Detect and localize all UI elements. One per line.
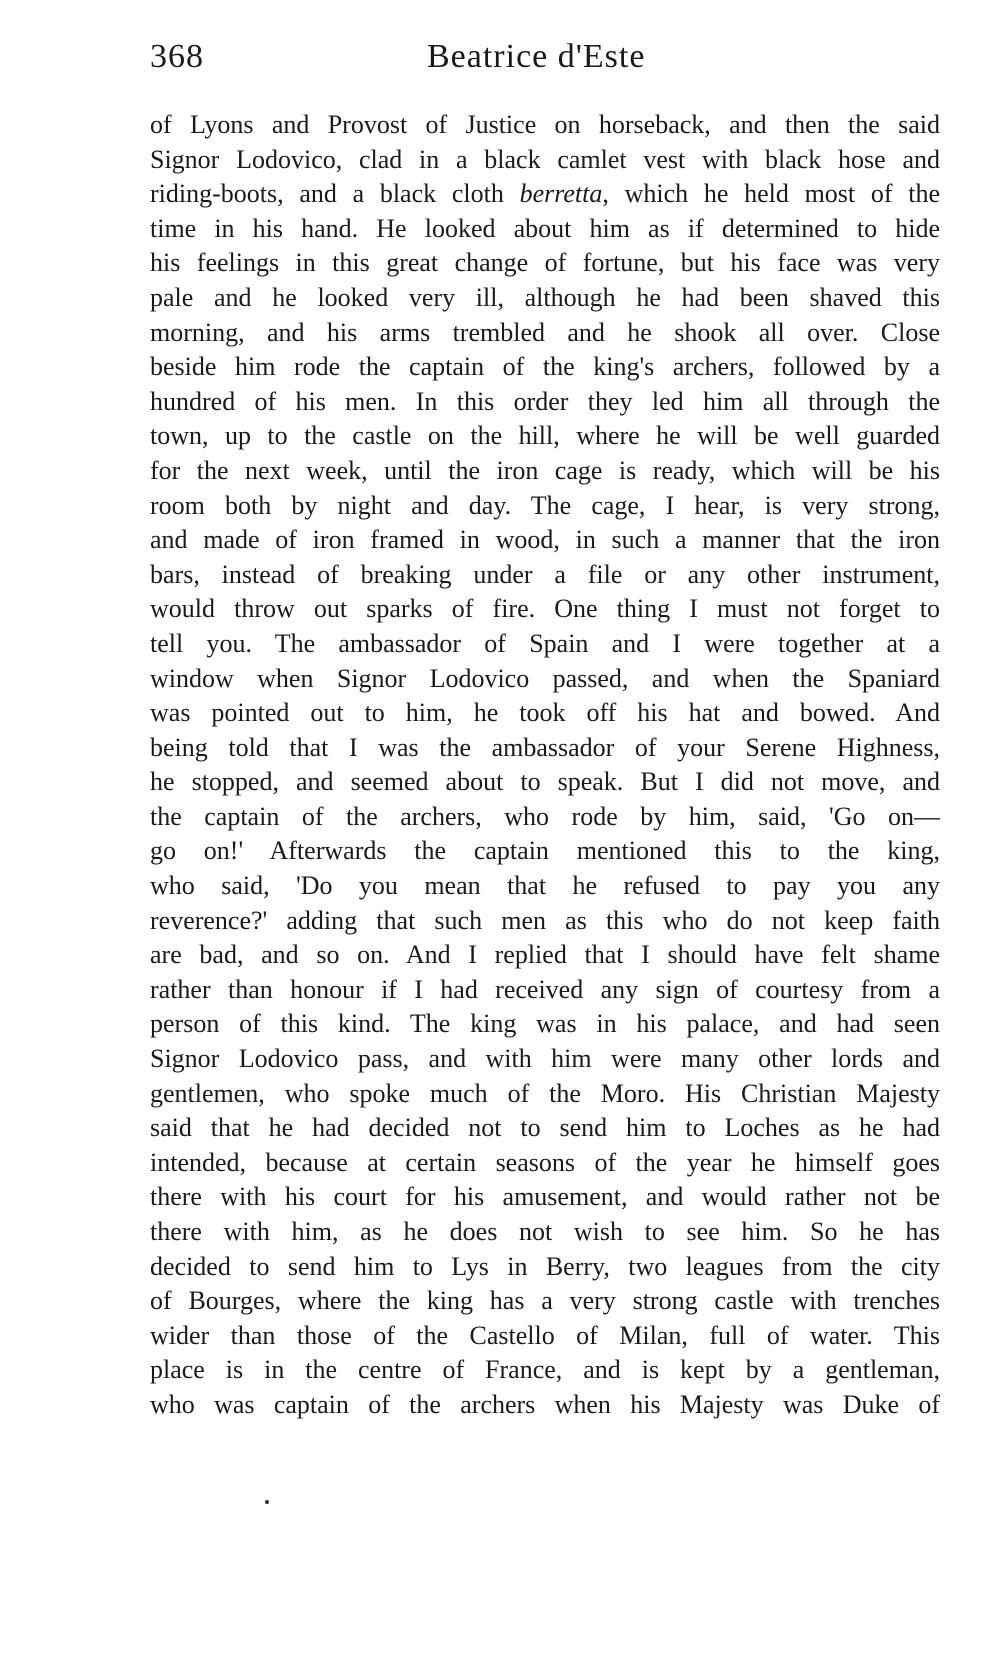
text-line: would throw out sparks of fire. One thing I must not forget to — [150, 594, 940, 624]
text-line: go on!' Afterwards the captain mentioned this to the king, — [150, 836, 940, 866]
text-line: hundred of his men. In this order they led him all through the — [150, 386, 940, 416]
text-line: who said, 'Do you mean that he refused to pay you any — [150, 871, 940, 901]
text-line: of Lyons and Provost of Justice on horseback, and then the said — [150, 110, 940, 139]
text-line: of Bourges, where the king has a very strong castle with trenches — [150, 1286, 940, 1316]
text-line: pale and he looked very ill, although he had been shaved this — [150, 282, 940, 312]
text-line: bars, instead of breaking under a file or any other instrument, — [150, 559, 940, 589]
text-line: decided to send him to Lys in Berry, two leagues from the city — [150, 1251, 940, 1281]
text-line: beside him rode the captain of the king's archers, followed by a — [150, 352, 940, 382]
text-line: window when Signor Lodovico passed, and when the Spaniard — [150, 663, 940, 693]
text-line: was pointed out to him, he took off his hat and bowed. And — [150, 698, 940, 728]
text-line: his feelings in this great change of fortune, but his face was very — [150, 248, 940, 278]
text-line: there with his court for his amusement, and would rather not be — [150, 1182, 940, 1212]
text-line: who was captain of the archers when his Majesty was Duke of — [150, 1389, 940, 1419]
text-line: town, up to the castle on the hill, where he will be well guarded — [150, 421, 940, 451]
text-line: there with him, as he does not wish to see him. So he has — [150, 1217, 940, 1246]
print-speck — [265, 1500, 269, 1504]
text-line: and made of iron framed in wood, in such a manner that the iron — [150, 525, 940, 555]
text-line: Signor Lodovico pass, and with him were many other lords and — [150, 1044, 940, 1074]
italic-word: berretta — [519, 179, 603, 209]
text-line: rather than honour if I had received any sign of courtesy from a — [150, 974, 940, 1004]
text-line: the captain of the archers, who rode by him, said, 'Go on— — [150, 801, 940, 831]
text-line: morning, and his arms trembled and he shook all over. Close — [150, 317, 940, 347]
running-head — [150, 38, 940, 88]
text-line: tell you. The ambassador of Spain and I were together at a — [150, 628, 940, 658]
text-line: place is in the centre of France, and is kept by a gentleman, — [150, 1355, 940, 1385]
text-line: Signor Lodovico, clad in a black camlet vest with black hose and — [150, 144, 940, 174]
page-number: 368 — [150, 38, 204, 75]
text-line: intended, because at certain seasons of the year he himself goes — [150, 1147, 940, 1177]
text-line: time in his hand. He looked about him as if determined to hide — [150, 213, 940, 243]
text-line: gentlemen, who spoke much of the Moro. His Christian Majesty — [150, 1078, 940, 1108]
body-text — [150, 108, 940, 1423]
text-line: wider than those of the Castello of Milan, full of water. This — [150, 1320, 940, 1350]
text-line: said that he had decided not to send him to Loches as he had — [150, 1113, 940, 1143]
running-title: Beatrice d'Este — [427, 38, 646, 75]
text-line: room both by night and day. The cage, I hear, is very strong, — [150, 490, 940, 520]
text-line: he stopped, and seemed about to speak. But I did not move, and — [150, 767, 940, 797]
text-line: are bad, and so on. And I replied that I should have felt shame — [150, 940, 940, 970]
text-line: riding-boots, and a black cloth berretta, which he held most of the — [150, 179, 940, 209]
text-line: for the next week, until the iron cage is ready, which will be his — [150, 455, 940, 485]
text-line: being told that I was the ambassador of your Serene Highness, — [150, 732, 940, 762]
text-line: person of this kind. The king was in his palace, and had seen — [150, 1009, 940, 1039]
text-line: reverence?' adding that such men as this who do not keep faith — [150, 905, 940, 935]
